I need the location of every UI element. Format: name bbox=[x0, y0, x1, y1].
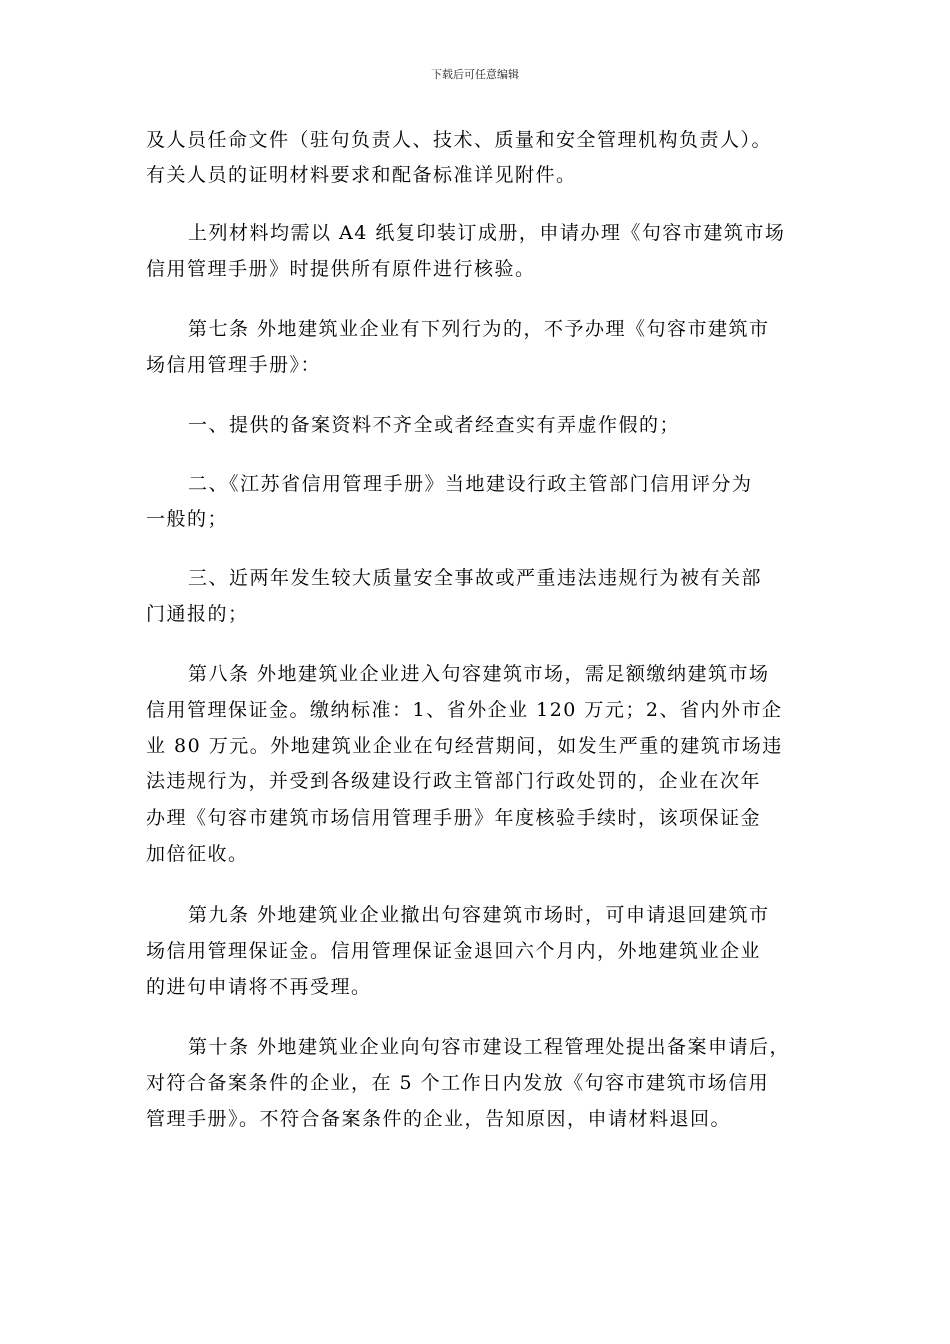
text-line: 加倍征收。 bbox=[146, 843, 249, 865]
text-line: 对符合备案条件的企业，在 5 个工作日内发放《句容市建筑市场信用 bbox=[146, 1072, 770, 1094]
text-line: 一、提供的备案资料不齐全或者经查实有弄虚作假的； bbox=[188, 414, 681, 436]
text-line: 第十条 外地建筑业企业向句容市建设工程管理处提出备案申请后， bbox=[188, 1036, 791, 1058]
text-line: 业 80 万元。外地建筑业企业在句经营期间，如发生严重的建筑市场违 bbox=[146, 735, 783, 757]
text-line: 有关人员的证明材料要求和配备标准详见附件。 bbox=[146, 164, 577, 186]
text-line: 场信用管理手册》： bbox=[146, 354, 322, 376]
text-line: 上列材料均需以 A4 纸复印装订成册，申请办理《句容市建筑市场 bbox=[188, 222, 786, 244]
text-line: 及人员任命文件（驻句负责人、技术、质量和安全管理机构负责人）。 bbox=[146, 129, 773, 151]
text-line: 二、《江苏省信用管理手册》当地建设行政主管部门信用评分为 bbox=[188, 473, 753, 495]
header-note: 下载后可任意编辑 bbox=[431, 68, 519, 81]
text-line: 管理手册》。不符合备案条件的企业，告知原因，申请材料退回。 bbox=[146, 1108, 732, 1130]
text-line: 第八条 外地建筑业企业进入句容建筑市场，需足额缴纳建筑市场 bbox=[188, 663, 770, 685]
text-line: 信用管理手册》时提供所有原件进行核验。 bbox=[146, 258, 536, 280]
text-line: 场信用管理保证金。信用管理保证金退回六个月内，外地建筑业企业 bbox=[146, 940, 762, 962]
text-line: 三、近两年发生较大质量安全事故或严重违法违规行为被有关部 bbox=[188, 567, 763, 589]
text-line: 的进句申请将不再受理。 bbox=[146, 976, 372, 998]
text-line: 法违规行为，并受到各级建设行政主管部门行政处罚的，企业在次年 bbox=[146, 770, 762, 792]
text-line: 第九条 外地建筑业企业撤出句容建筑市场时，可申请退回建筑市 bbox=[188, 904, 770, 926]
text-line: 第七条 外地建筑业企业有下列行为的，不予办理《句容市建筑市 bbox=[188, 318, 770, 340]
text-line: 一般的； bbox=[146, 508, 229, 530]
text-line: 门通报的； bbox=[146, 603, 249, 625]
text-line: 信用管理保证金。缴纳标准：1、省外企业 120 万元；2、省内外市企 bbox=[146, 699, 783, 721]
text-line: 办理《句容市建筑市场信用管理手册》年度核验手续时，该项保证金 bbox=[146, 807, 762, 829]
